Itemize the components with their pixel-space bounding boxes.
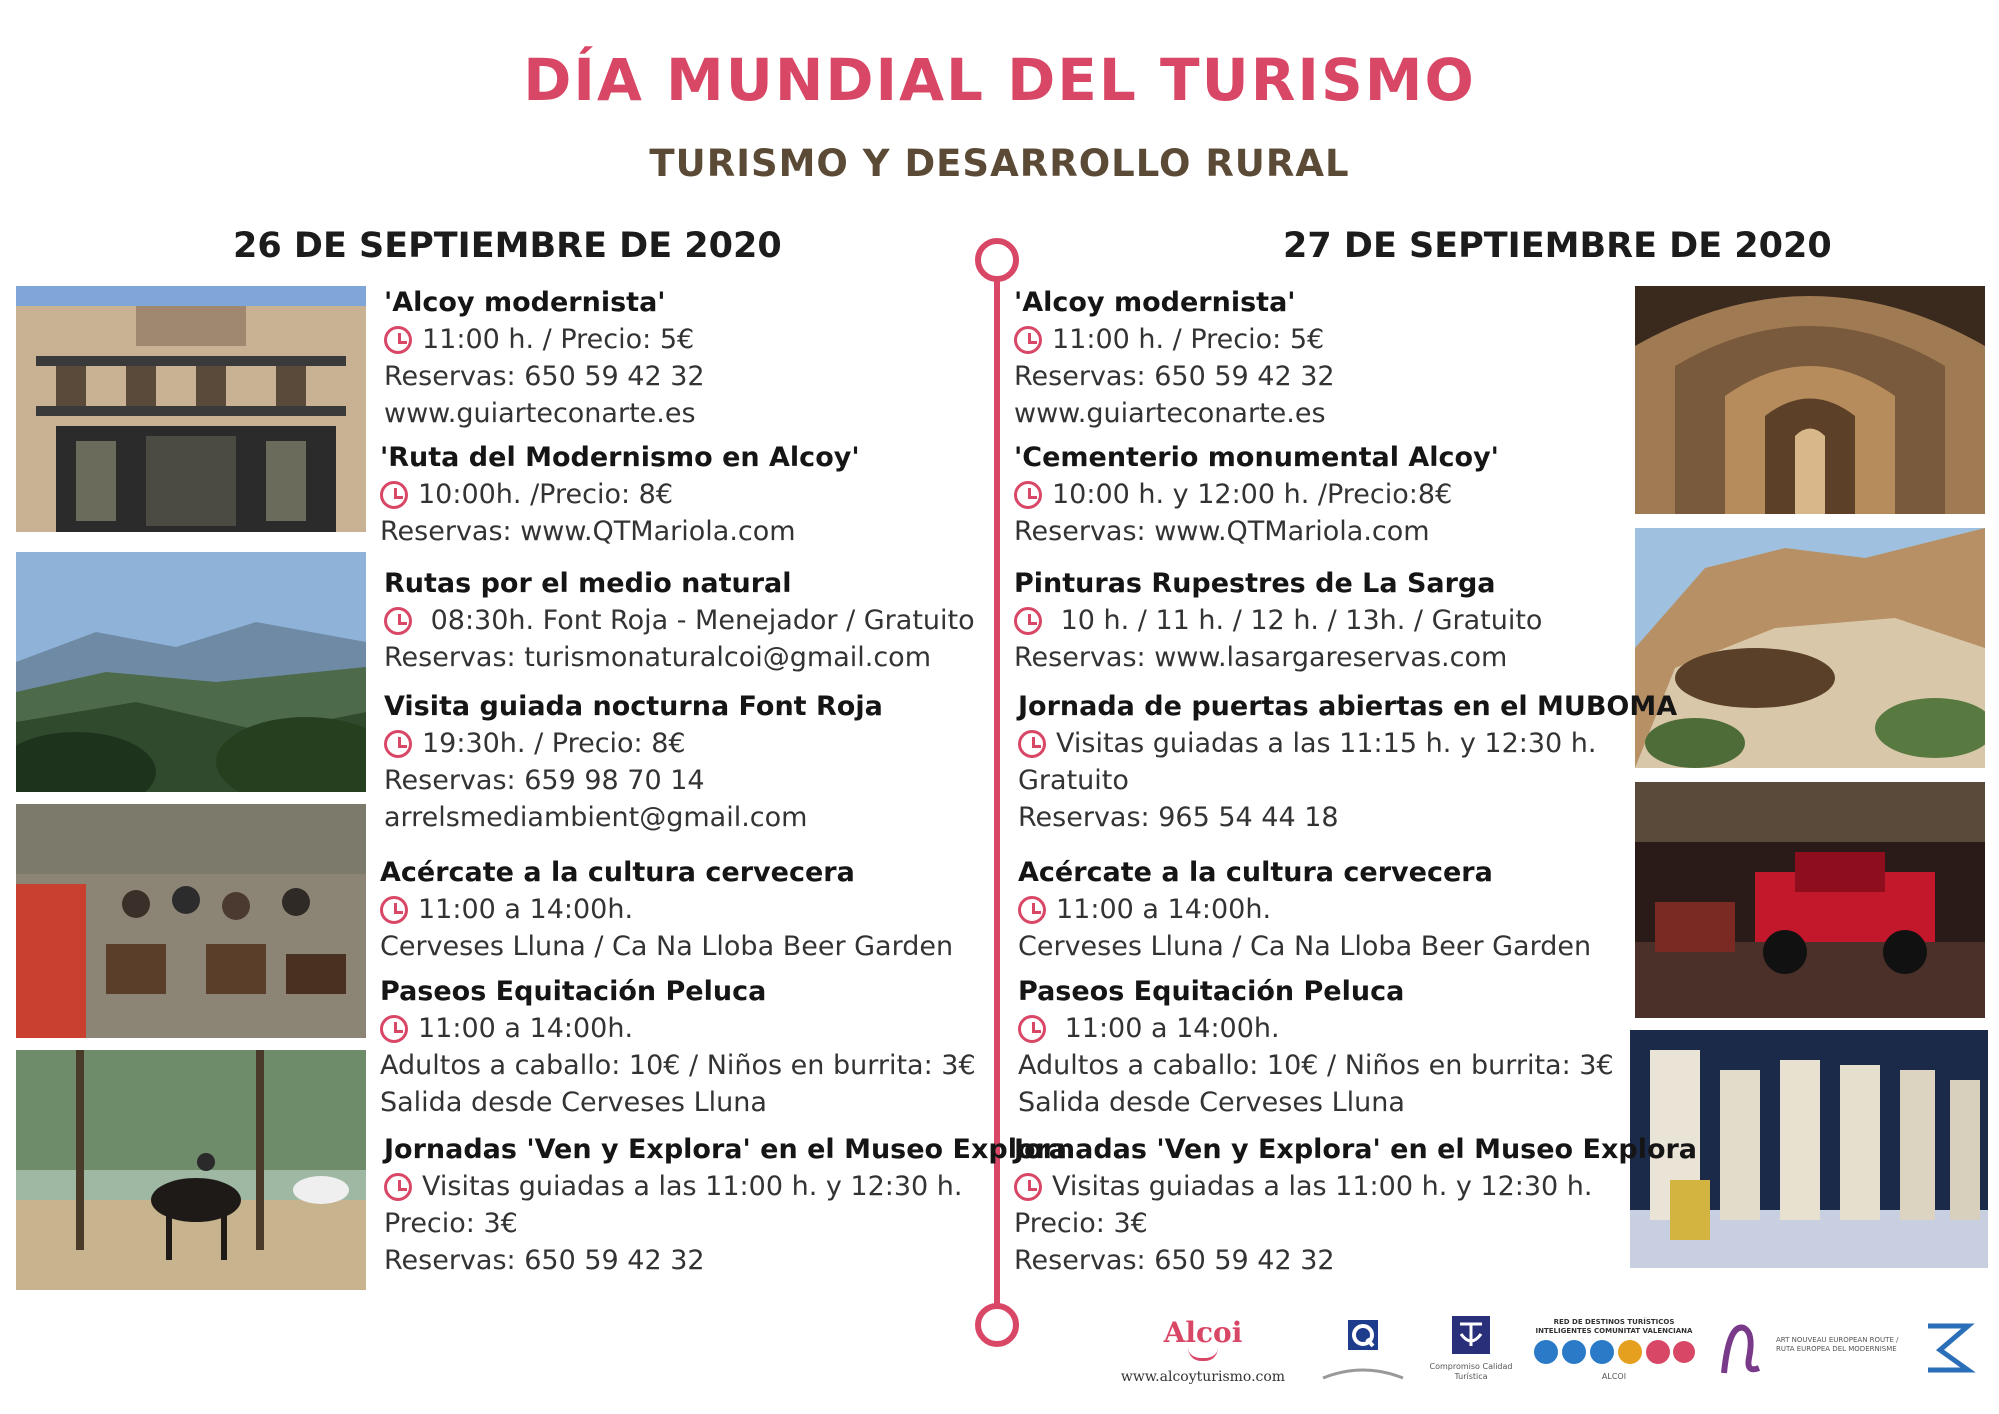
dti-network: RED DE DESTINOS TURÍSTICOS INTELIGENTES COMUNITAT VALENCIANA [1535,1318,1693,1335]
event-detail: arrelsmediambient@gmail.com [384,802,808,833]
event-detail: Reservas: 650 59 42 32 [1014,361,1335,392]
alcoi-logo [1108,1318,1298,1390]
clock-icon [380,896,408,924]
event-title: Jornadas 'Ven y Explora' en el Museo Explora [384,1134,1068,1165]
day2-event-7 [1014,1131,1697,1279]
event-detail: Reservas: 650 59 42 32 [1014,1245,1335,1276]
event-title: Acércate a la cultura cervecera [1018,857,1493,888]
event-detail: Reservas: 650 59 42 32 [384,361,705,392]
page-title: DÍA MUNDIAL DEL TURISMO [523,46,1476,114]
event-detail: www.guiarteconarte.es [384,398,696,429]
page-subtitle: TURISMO Y DESARROLLO RURAL [649,142,1350,185]
day2-event-1 [1014,284,1335,432]
event-time: 10 h. / 11 h. / 12 h. / 13h. / Gratuito [1052,605,1543,636]
event-detail: Precio: 3€ [1014,1208,1148,1239]
photo-beer-garden [16,804,366,1038]
dti-logo [1532,1318,1696,1394]
event-title: 'Cementerio monumental Alcoy' [1014,442,1499,473]
day1-event-3 [384,565,975,676]
photo-muboma-firetruck [1635,782,1985,1018]
event-title: Paseos Equitación Peluca [380,976,767,1007]
event-time: Visitas guiadas a las 11:00 h. y 12:30 h. [1052,1171,1593,1202]
day2-event-3 [1014,565,1542,676]
event-time: 11:00 a 14:00h. [1056,1013,1280,1044]
event-title: Jornada de puertas abiertas en el MUBOMA [1018,691,1678,722]
clock-icon [1014,481,1042,509]
event-detail: Cerveses Lluna / Ca Na Lloba Beer Garden [380,931,954,962]
event-detail: Salida desde Cerveses Lluna [380,1087,767,1118]
clock-icon [384,730,412,758]
event-detail: Reservas: www.lasargareservas.com [1014,642,1508,673]
clock-icon [1018,1015,1046,1043]
event-title: 'Ruta del Modernismo en Alcoy' [380,442,860,473]
alcoi-brand: Alcoi [1163,1316,1243,1349]
event-detail: Salida desde Cerveses Lluna [1018,1087,1405,1118]
day1-event-6 [380,973,976,1121]
day1-event-1 [384,284,705,432]
timeline-node-bottom [975,1303,1019,1347]
smile-icon [1188,1348,1218,1361]
event-detail: Precio: 3€ [384,1208,518,1239]
event-title: Pinturas Rupestres de La Sarga [1014,568,1496,599]
event-time: Visitas guiadas a las 11:15 h. y 12:30 h. [1056,728,1597,759]
event-time: 10:00 h. y 12:00 h. /Precio:8€ [1052,479,1453,510]
event-title: 'Alcoy modernista' [384,287,666,318]
day1-event-4 [384,688,883,836]
event-title: Visita guiada nocturna Font Roja [384,691,883,722]
clock-icon [380,481,408,509]
clock-icon [384,326,412,354]
day2-event-2 [1014,439,1499,550]
clock-icon [1014,326,1042,354]
event-detail: Reservas: 650 59 42 32 [384,1245,705,1276]
photo-cemetery-arches [1635,286,1985,514]
event-detail: Adultos a caballo: 10€ / Niños en burrita: 3€ [380,1050,976,1081]
event-title: Paseos Equitación Peluca [1018,976,1405,1007]
event-time: 11:00 a 14:00h. [418,894,634,925]
event-time: 10:00h. /Precio: 8€ [418,479,674,510]
event-detail: Reservas: www.QTMariola.com [380,516,796,547]
photo-la-sarga-rock [1635,528,1985,768]
q-calidad-logo [1318,1318,1408,1384]
clock-icon [1014,1173,1042,1201]
clock-icon [1014,607,1042,635]
day1-event-2 [380,439,860,550]
event-detail: Reservas: 659 98 70 14 [384,765,705,796]
event-title: Rutas por el medio natural [384,568,792,599]
clock-icon [384,607,412,635]
event-time: 11:00 h. / Precio: 5€ [422,324,695,355]
art-nouveau-icon [1714,1318,1774,1378]
event-time: 11:00 a 14:00h. [1056,894,1272,925]
event-time: Visitas guiadas a las 11:00 h. y 12:30 h. [422,1171,963,1202]
timeline-node-top [975,238,1019,282]
dti-badge-icon [1532,1336,1696,1368]
calidad-turistica-logo [1428,1314,1514,1388]
day2-event-4 [1018,688,1677,836]
partner-logo [1918,1320,1978,1376]
event-detail: Adultos a caballo: 10€ / Niños en burrita: 3€ [1018,1050,1614,1081]
event-detail: Reservas: 965 54 44 18 [1018,802,1339,833]
clock-icon [1018,896,1046,924]
day2-heading: 27 DE SEPTIEMBRE DE 2020 [1283,226,1832,266]
event-title: 'Alcoy modernista' [1014,287,1296,318]
clock-icon [380,1015,408,1043]
day1-event-7 [384,1131,1067,1279]
dti-city: ALCOI [1601,1372,1627,1381]
day2-event-5 [1018,854,1591,965]
calidad-text: Compromiso Calidad Turística [1429,1362,1513,1381]
day1-event-5 [380,854,953,965]
event-detail: Gratuito [1018,765,1129,796]
day1-heading: 26 DE SEPTIEMBRE DE 2020 [233,226,782,266]
clock-icon [384,1173,412,1201]
clock-icon [1018,730,1046,758]
art-nouveau-logo [1714,1318,1904,1378]
alcoi-url: www.alcoyturismo.com [1120,1369,1286,1385]
event-detail: Reservas: www.QTMariola.com [1014,516,1430,547]
event-detail: www.guiarteconarte.es [1014,398,1326,429]
event-detail: Cerveses Lluna / Ca Na Lloba Beer Garden [1018,931,1592,962]
photo-nature-landscape [16,552,366,792]
event-title: Jornadas 'Ven y Explora' en el Museo Explora [1014,1134,1698,1165]
event-detail: Reservas: turismonaturalcoi@gmail.com [384,642,932,673]
event-time: 08:30h. Font Roja - Menejador / Gratuito [422,605,975,636]
event-title: Acércate a la cultura cervecera [380,857,855,888]
photo-horse-riding [16,1050,366,1290]
photo-modernist-building [16,286,366,532]
event-time: 11:00 h. / Precio: 5€ [1052,324,1325,355]
event-time: 19:30h. / Precio: 8€ [422,728,686,759]
event-time: 11:00 a 14:00h. [418,1013,634,1044]
art-nouveau-text: ART NOUVEAU EUROPEAN ROUTE / RUTA EUROPEA DEL MODERNISME [1776,1336,1899,1353]
day2-event-6 [1018,973,1614,1121]
